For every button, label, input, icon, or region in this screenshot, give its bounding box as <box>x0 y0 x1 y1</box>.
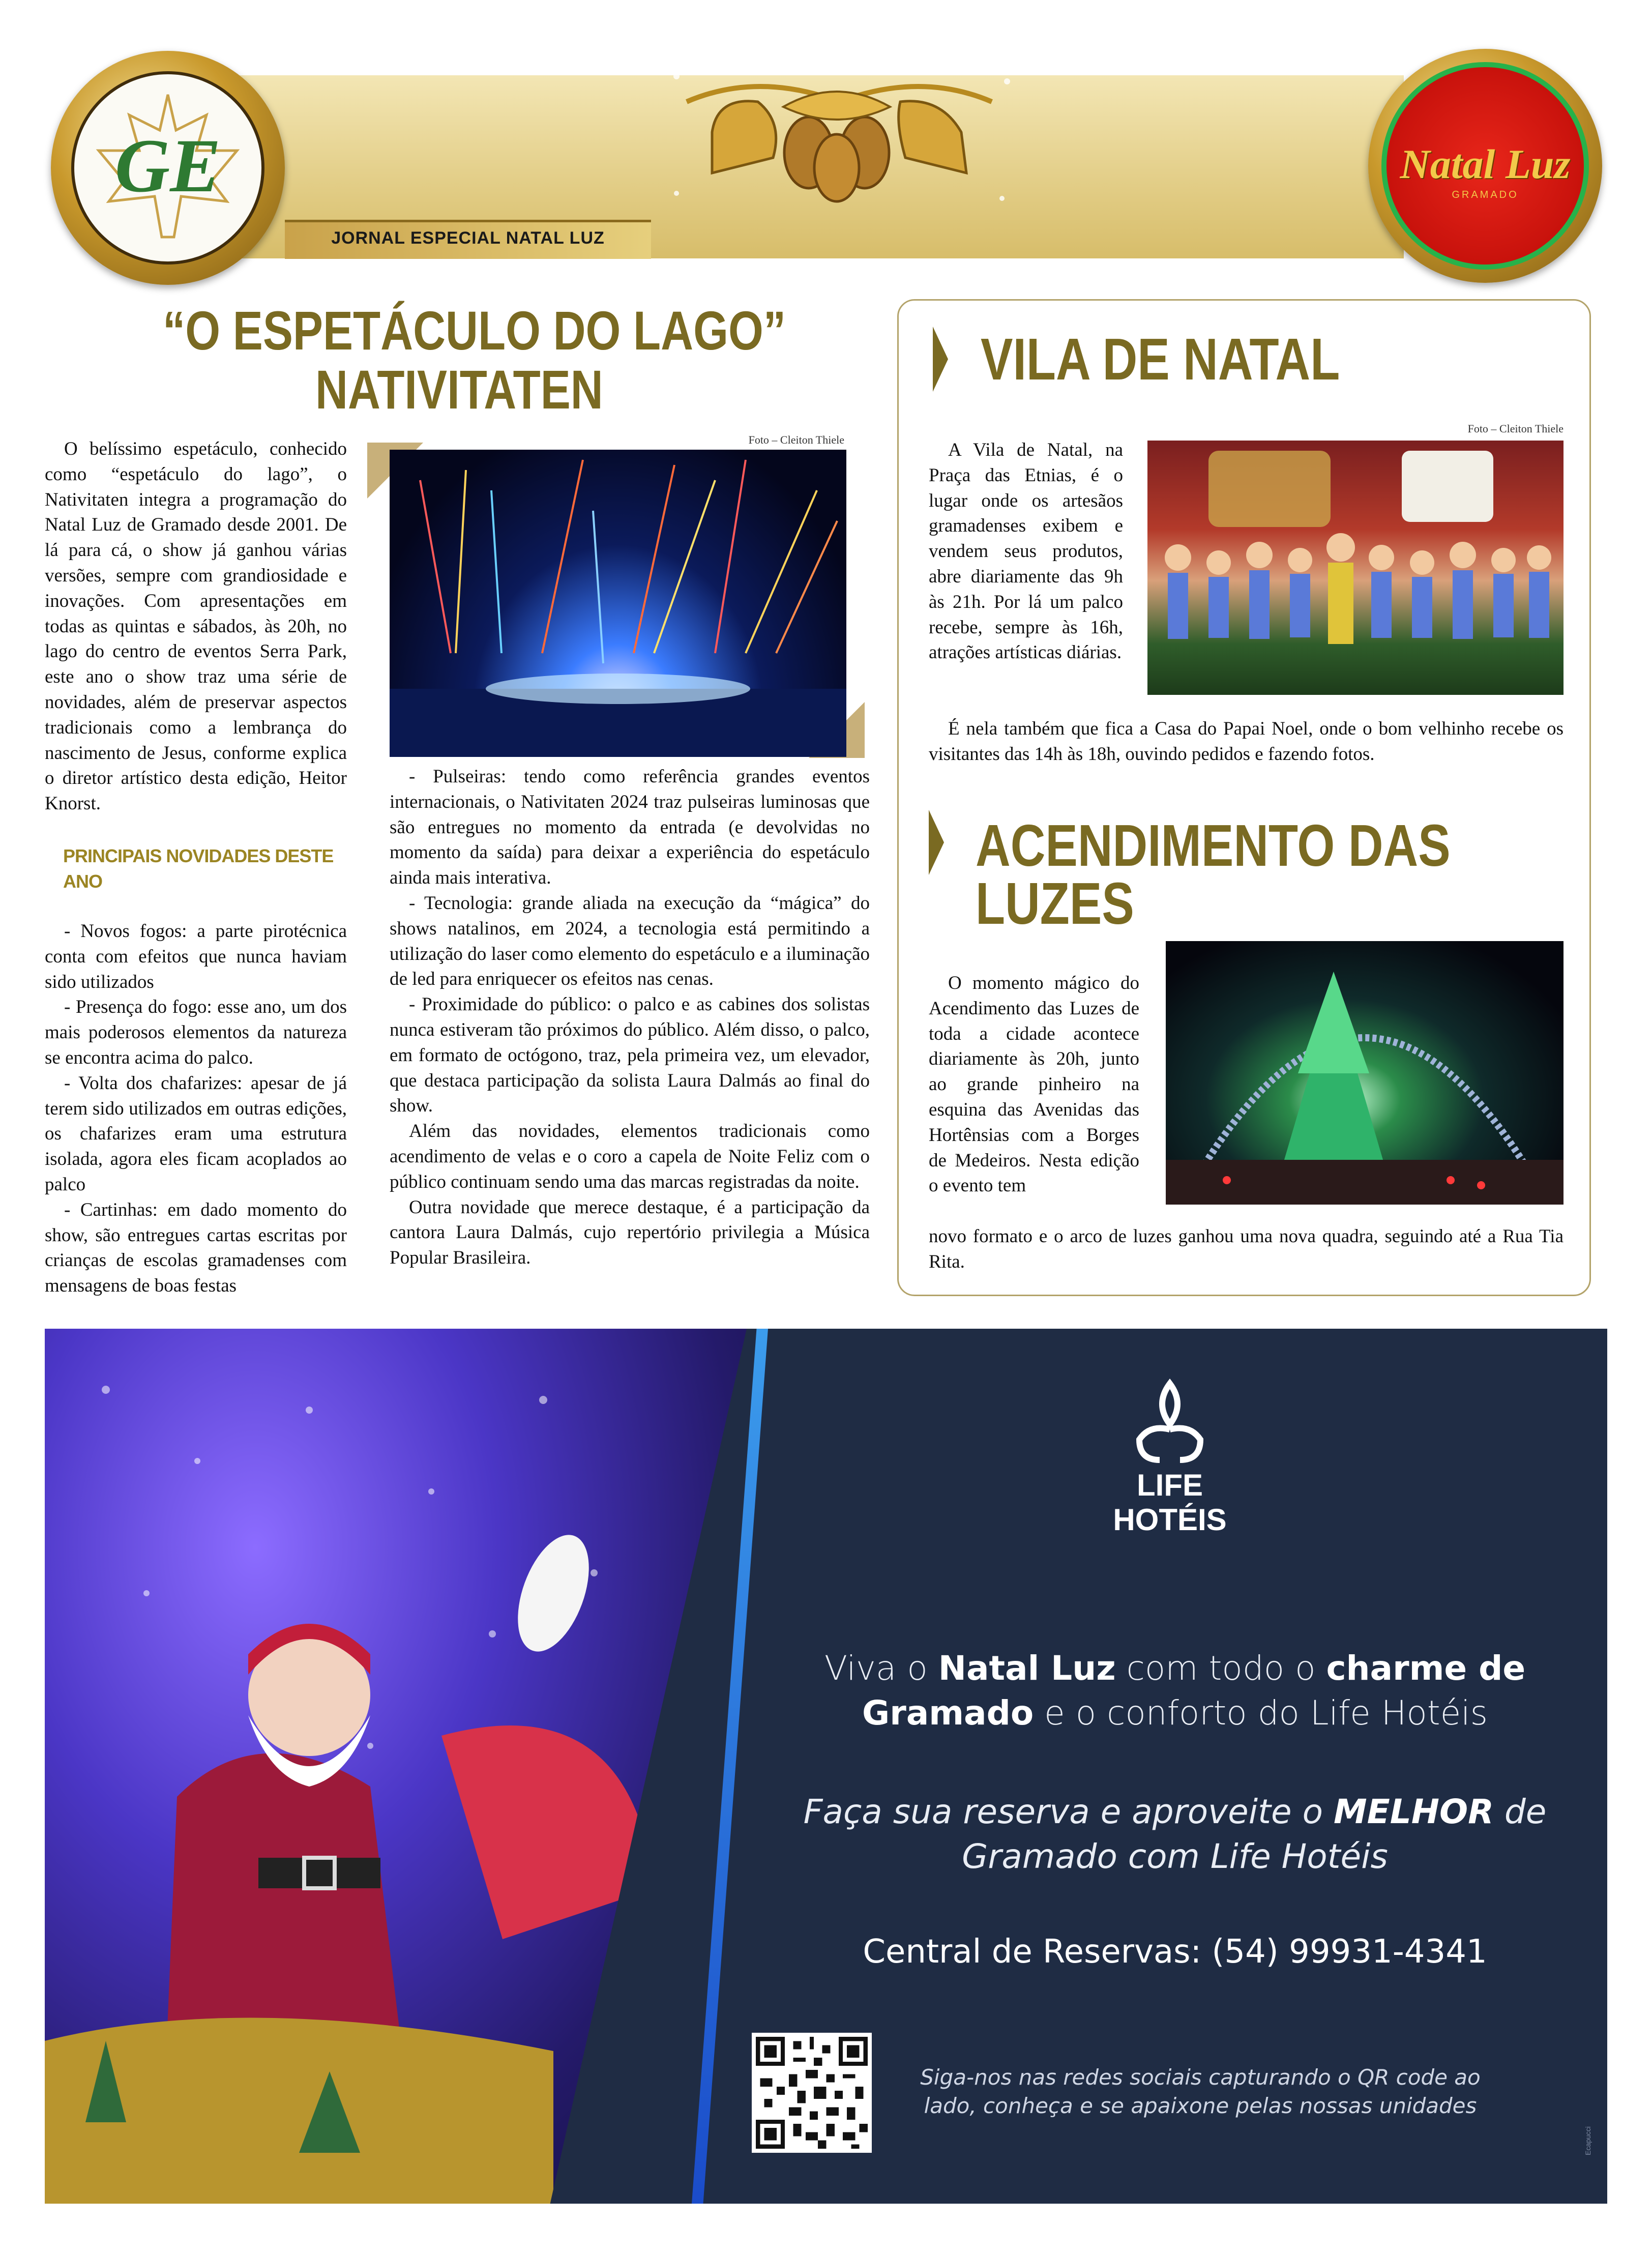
ge-logo-text: GE <box>114 124 221 208</box>
ad-text-segment: de Gramado com Life Hotéis <box>962 1792 1547 1876</box>
natal-luz-logo-sub: GRAMADO <box>1452 189 1519 200</box>
ad-text-segment: Viva o <box>824 1649 938 1688</box>
list-item: - Novos fogos: a parte pirotécnica conta com efeitos que nunca haviam sido utilizados <box>45 921 347 992</box>
vila-de-natal-photo <box>1147 441 1563 695</box>
lago-title-line1: “O ESPETÁCULO DO LAGO” <box>163 300 786 361</box>
section-label: JORNAL ESPECIAL NATAL LUZ <box>331 228 605 248</box>
lago-intro-paragraph <box>45 436 347 816</box>
list-item: - Presença do fogo: esse ano, um dos mais poderosos elementos da natureza se encontra acima do palco. <box>45 997 347 1068</box>
list-item: - Pulseiras: tendo como referência grandes eventos internacionais, o Nativitaten 2024 traz pulseiras luminosas que são entregues no momento da entrada (e devolvidas no momento da saída) para deixar a experiência do espetáculo ainda mais interativa. <box>390 766 870 889</box>
ad-message-1 <box>793 1646 1556 1736</box>
list-item: - Tecnologia: grande aliada na execução da “mágica” do shows natalinos, em 2024, a tecnologia está permitindo a utilização do laser como elemento do espetáculo e a iluminação de led para enriquecer os efeitos nas cenas. <box>390 892 870 990</box>
lago-subhead: PRINCIPAIS NOVIDADES DESTE ANO <box>63 845 334 892</box>
ad-text-emphasis: charme de Gramado <box>862 1649 1526 1733</box>
ad-text-segment: com todo o <box>1115 1649 1326 1688</box>
christmas-bells-icon <box>656 56 1022 214</box>
brand-name-line2: HOTÉIS <box>1113 1503 1227 1537</box>
natal-luz-logo-text: Natal Luz <box>1400 141 1571 187</box>
luzes-paragraph-end: novo formato e o arco de luzes ganhou uma nova quadra, seguindo até a Rua Tia Rita. <box>929 1226 1563 1272</box>
luzes-paragraph-start: O momento mágico do Acendimento das Luzes de toda a cidade acontece diariamente às 20h, junto ao grande pinheiro na esquina das Avenidas das Hortênsias com a Borges de Medeiros. Nesta edição o evento tem <box>929 973 1139 1196</box>
lago-photo-credit: Foto – Cleiton Thiele <box>748 433 844 446</box>
nativitaten-photo <box>390 450 846 757</box>
chevron-right-icon <box>929 810 944 875</box>
fireworks-illustration <box>390 450 846 757</box>
lago-novidades-list <box>45 919 347 1299</box>
ad-text-segment: Faça sua reserva e aproveite o <box>803 1792 1334 1831</box>
lago-title-line2: NATIVITATEN <box>315 359 603 420</box>
ad-text-segment: e o conforto do Life Hotéis <box>1034 1693 1488 1733</box>
lago-intro-text: O belíssimo espetáculo, conhecido como “espetáculo do lago”, o Nativitaten integra a programação do Natal Luz de Gramado desde 2001. De lá para cá, o show já ganhou várias versões, sempre com grandiosidade e inovações. Com apresentações em todas as quintas e sábados, às 20h, no lago do centro de eventos Serra Park, este ano o show traz uma série de novidades, além de preservar aspectos tradicionais como a lembrança do nascimento de Jesus, conforme explica o diretor artístico desta edição, Heitor Knorst. <box>45 438 347 814</box>
luzes-title-line1: ACENDIMENTO DAS <box>976 812 1451 879</box>
lago-novidades-list-continued <box>390 764 870 1271</box>
vila-paragraph-2: É nela também que fica a Casa do Papai Noel, onde o bom velhinho recebe os visitantes das 14h às 18h, ouvindo pedidos e fazendo fotos. <box>929 718 1563 765</box>
luzes-title-line2: LUZES <box>976 870 1134 937</box>
vila-paragraph-1: A Vila de Natal, na Praça das Etnias, é o lugar onde os artesãos gramadenses exibem e vendem seus produtos, abre diariamente das 9h às 21h. Por lá um palco recebe, sempre às 16h, atrações artísticas diárias. <box>929 440 1123 663</box>
paragraph: Outra novidade que merece destaque, é a participação da cantora Laura Dalmás, cujo repertório privilegia a Música Popular Brasileira. <box>390 1196 870 1269</box>
paragraph: Além das novidades, elementos tradicionais como acendimento de velas e o coro a capela de Noite Feliz com o público continuam sendo uma das marcas registradas da noite. <box>390 1121 870 1192</box>
vila-title: VILA DE NATAL <box>981 326 1340 392</box>
ad-message-2 <box>793 1790 1556 1879</box>
ad-agency-code: Ecapucci <box>1584 2126 1592 2155</box>
ad-text-emphasis: Natal Luz <box>938 1649 1116 1688</box>
children-group-illustration <box>1147 441 1563 695</box>
ad-social-text: Siga-nos nas redes sociais capturando o QR code ao lado, conheça e se apaixone pelas nossas unidades <box>920 2065 1481 2118</box>
reservation-phone[interactable]: Central de Reservas: (54) 99931-4341 <box>863 1933 1487 1971</box>
ad-text-emphasis: MELHOR <box>1333 1792 1494 1831</box>
vila-photo-credit: Foto – Cleiton Thiele <box>1467 422 1563 435</box>
list-item: - Proximidade do público: o palco e as cabines dos solistas nunca estiveram tão próximos do público. Além disso, o palco, em formato de octógono, traz, pela primeira vez, um elevador, que destaca participação da solista Laura Dalmás ao final do show. <box>390 994 870 1117</box>
chevron-right-icon <box>933 327 948 392</box>
christmas-tree-illustration <box>1166 941 1563 1205</box>
acendimento-photo <box>1166 941 1563 1205</box>
qr-code-icon[interactable] <box>752 2033 872 2153</box>
list-item: - Cartinhas: em dado momento do show, são entregues cartas escritas por crianças de escolas gramadenses com mensagens de boas festas <box>45 1199 347 1297</box>
brand-name-line1: LIFE <box>1137 1468 1203 1502</box>
life-hoteis-logo-icon <box>1119 1373 1221 1475</box>
list-item: - Volta dos chafarizes: apesar de já terem sido utilizados em outras edições, os chafarizes eram uma estrutura isolada, agora eles ficam acoplados ao palco <box>45 1072 347 1195</box>
